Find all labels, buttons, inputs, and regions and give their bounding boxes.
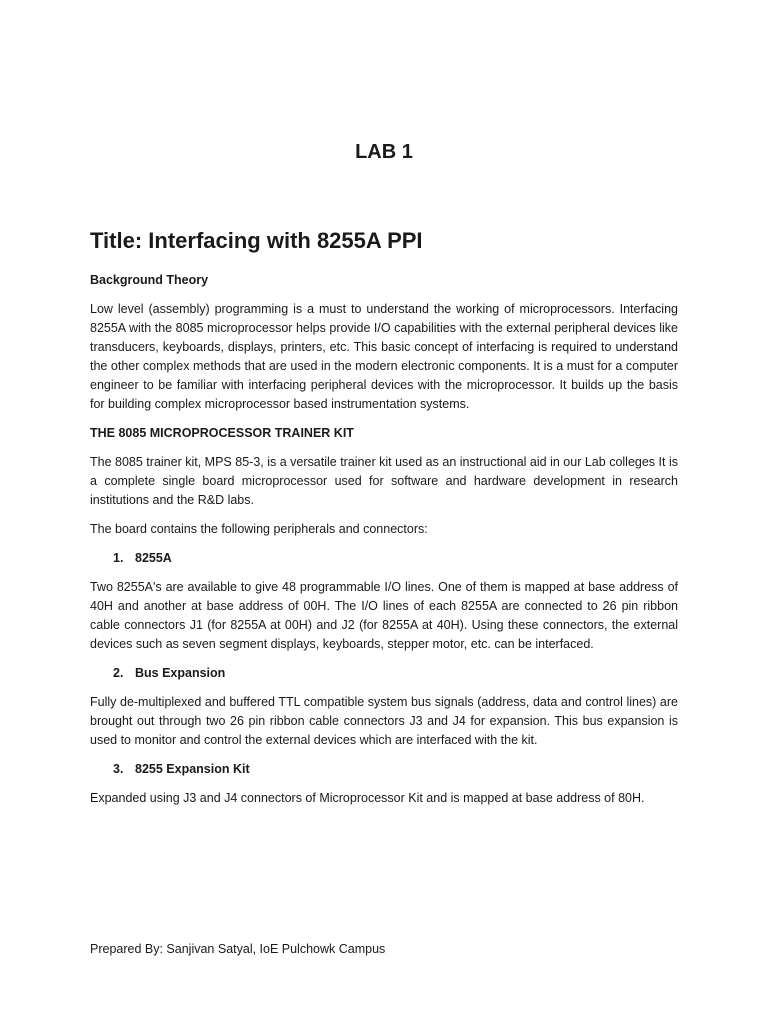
lab-number-heading: LAB 1 xyxy=(355,141,413,163)
list-item-title: 8255 Expansion Kit xyxy=(135,762,250,776)
trainer-kit-heading: THE 8085 MICROPROCESSOR TRAINER KIT xyxy=(90,426,354,440)
document-title: Title: Interfacing with 8255A PPI xyxy=(90,228,423,253)
list-item-heading-8255a xyxy=(90,549,678,568)
board-intro-paragraph: The board contains the following peripherals and connectors: xyxy=(90,522,428,536)
list-item-heading-bus-expansion xyxy=(90,664,678,683)
list-item-title: 8255A xyxy=(135,551,172,565)
list-item-paragraph-8255a: Two 8255A's are available to give 48 programmable I/O lines. One of them is mapped at base address of 40H and another at base address of 00H. The I/O lines of each 8255A are connected to 26 pin ribbon cable connectors J1 (for 8255A at 00H) and J2 (for 8255A at 40H). Using these connectors, the external devices such as seven segment displays, keyboards, stepper motor, etc. can be interfaced. xyxy=(90,580,678,651)
list-item-title: Bus Expansion xyxy=(135,666,226,680)
background-theory-paragraph: Low level (assembly) programming is a must to understand the working of microprocessors. Interfacing 8255A with the 8085 microprocessor helps provide I/O capabilities with the external peripheral devices like transducers, keyboards, displays, printers, etc. This basic concept of interfacing is required to understand the other complex methods that are used in the modern electronic components. It is a must for a computer engineer to be familiar with interfacing peripheral devices with the microprocessor. It builds up the basis for building complex microprocessor based instrumentation systems. xyxy=(90,302,678,411)
list-item-paragraph-expansion-kit: Expanded using J3 and J4 connectors of Microprocessor Kit and is mapped at base address of 80H. xyxy=(90,791,645,805)
footer-credit: Prepared By: Sanjivan Satyal, IoE Pulchowk Campus xyxy=(90,942,386,956)
trainer-kit-paragraph: The 8085 trainer kit, MPS 85-3, is a versatile trainer kit used as an instructional aid in our Lab colleges It is a complete single board microprocessor used for software and hardware development in research institutions and the R&D labs. xyxy=(90,455,678,507)
list-item-paragraph-bus-expansion: Fully de-multiplexed and buffered TTL compatible system bus signals (address, data and control lines) are brought out through two 26 pin ribbon cable connectors J3 and J4 for expansion. This bus expansion is used to monitor and control the external devices which are interfaced with the kit. xyxy=(90,695,678,747)
document-body xyxy=(90,271,678,818)
list-item-heading-expansion-kit xyxy=(90,760,678,779)
background-theory-heading: Background Theory xyxy=(90,273,209,287)
list-number: 3. xyxy=(113,762,124,776)
list-number: 1. xyxy=(113,551,124,565)
list-number: 2. xyxy=(113,666,124,680)
